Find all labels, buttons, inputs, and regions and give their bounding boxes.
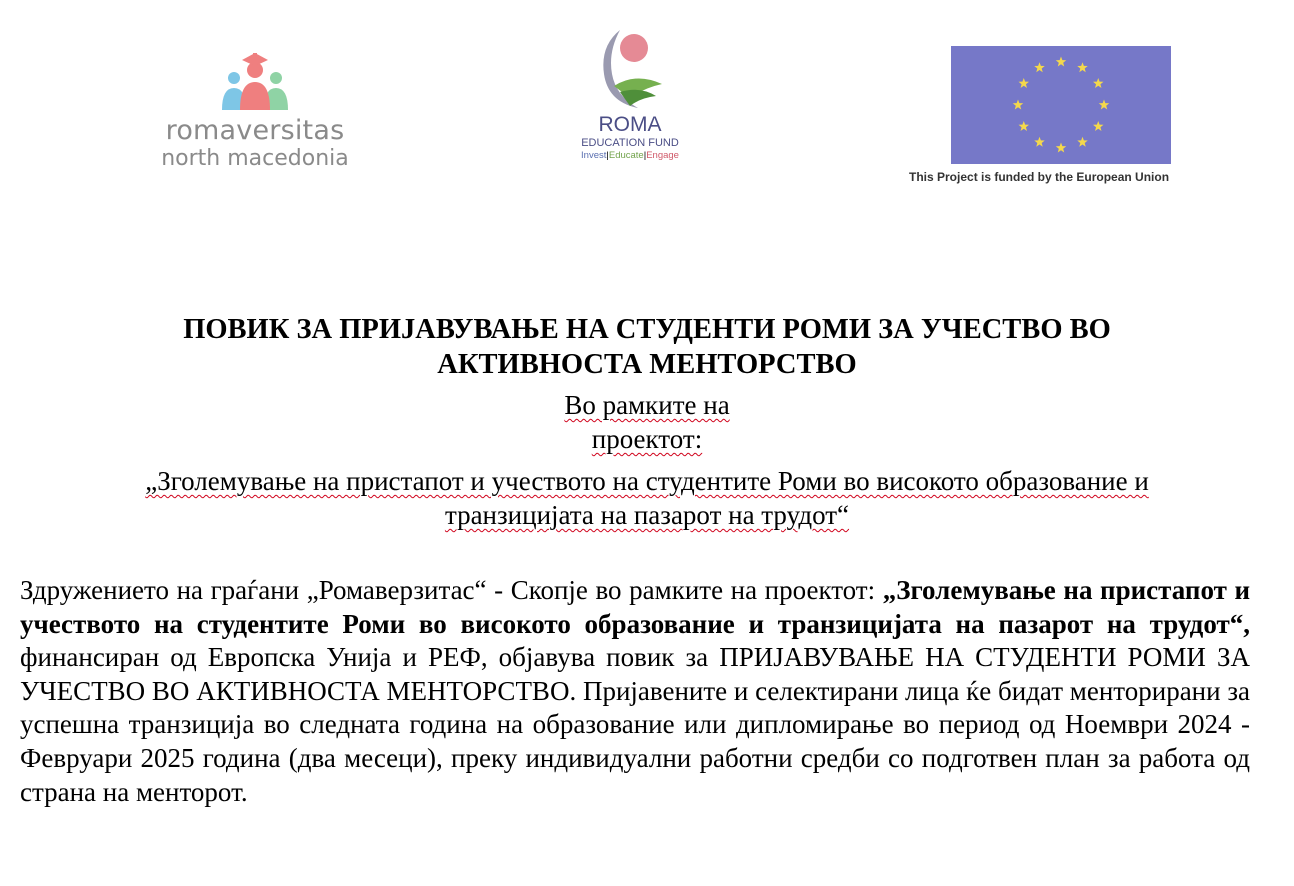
- project-name: [20, 464, 1274, 532]
- project-name-line-1: „Зголемување на пристапот и учеството на студентите Роми во високото образование и: [145, 466, 1149, 496]
- eu-star: [1013, 100, 1023, 110]
- framework-line: [20, 390, 1274, 421]
- eu-star: [1019, 78, 1029, 88]
- eu-star: [1077, 62, 1087, 72]
- call-title: [40, 312, 1254, 382]
- ref-tagline: Invest|Educate|Engage: [581, 150, 679, 161]
- ref-tag-educate: Educate: [608, 150, 644, 161]
- eu-star: [1093, 121, 1103, 131]
- eu-star: [1019, 121, 1029, 131]
- eu-star: [1093, 78, 1103, 88]
- ref-name: ROMA: [598, 113, 662, 136]
- eu-funding-caption: This Project is funded by the European Union: [909, 170, 1170, 184]
- eu-star: [1034, 137, 1044, 147]
- eu-stars-icon: [951, 46, 1171, 164]
- ref-tag-invest: Invest: [581, 150, 607, 161]
- eu-star: [1056, 57, 1066, 67]
- body-rest: финансиран од Европска Унија и РЕФ, објавува повик за ПРИЈАВУВАЊЕ НА СТУДЕНТИ РОМИ ЗА УЧЕСТВО ВО АКТИВНОСТА МЕНТОРСТВО. Пријавените и селектирани лица ќе бидат менторирани за успешна транзиција во следната година на образование или дипломирање во период од Ноември 2024 - Февруари 2025 година (два месеци), преку индивидуални работни средби со подготвен план за работа од страна на менторот.: [20, 642, 1250, 807]
- call-body-paragraph: [20, 574, 1250, 809]
- logo-header: [0, 0, 1294, 200]
- eu-star: [1056, 143, 1066, 153]
- project-label-text: проектот:: [591, 424, 703, 454]
- ref-subtitle: EDUCATION FUND: [581, 137, 679, 149]
- romaversitas-name: romaversitas: [165, 115, 345, 146]
- body-project-name: „Зголемување на пристапот и учеството на студентите Роми во високото образование и транзицијата на пазарот на трудот“,: [20, 575, 1251, 639]
- project-label-line: [20, 424, 1274, 455]
- romaversitas-logo: [150, 48, 360, 178]
- ref-emblem-icon: [590, 26, 670, 112]
- eu-logo: [905, 46, 1185, 186]
- eu-star: [1077, 137, 1087, 147]
- call-title-line-1: ПОВИК ЗА ПРИЈАВУВАЊЕ НА СТУДЕНТИ РОМИ ЗА УЧЕСТВО ВО: [183, 314, 1111, 345]
- call-title-line-2: АКТИВНОСТА МЕНТОРСТВО: [437, 349, 857, 380]
- project-name-line-2: транзицијата на пазарот на трудот“: [444, 500, 850, 530]
- romaversitas-people-icon: [220, 48, 290, 112]
- eu-star: [1034, 62, 1044, 72]
- ref-logo: [560, 26, 700, 176]
- eu-star: [1099, 100, 1109, 110]
- ref-tag-engage: Engage: [646, 150, 679, 161]
- body-intro: Здружението на граѓани „Ромаверзитас“ - Скопје во рамките на проектот:: [20, 575, 883, 605]
- framework-text: Во рамките на: [564, 390, 730, 420]
- romaversitas-country: north macedonia: [161, 146, 349, 171]
- eu-flag: [951, 46, 1171, 164]
